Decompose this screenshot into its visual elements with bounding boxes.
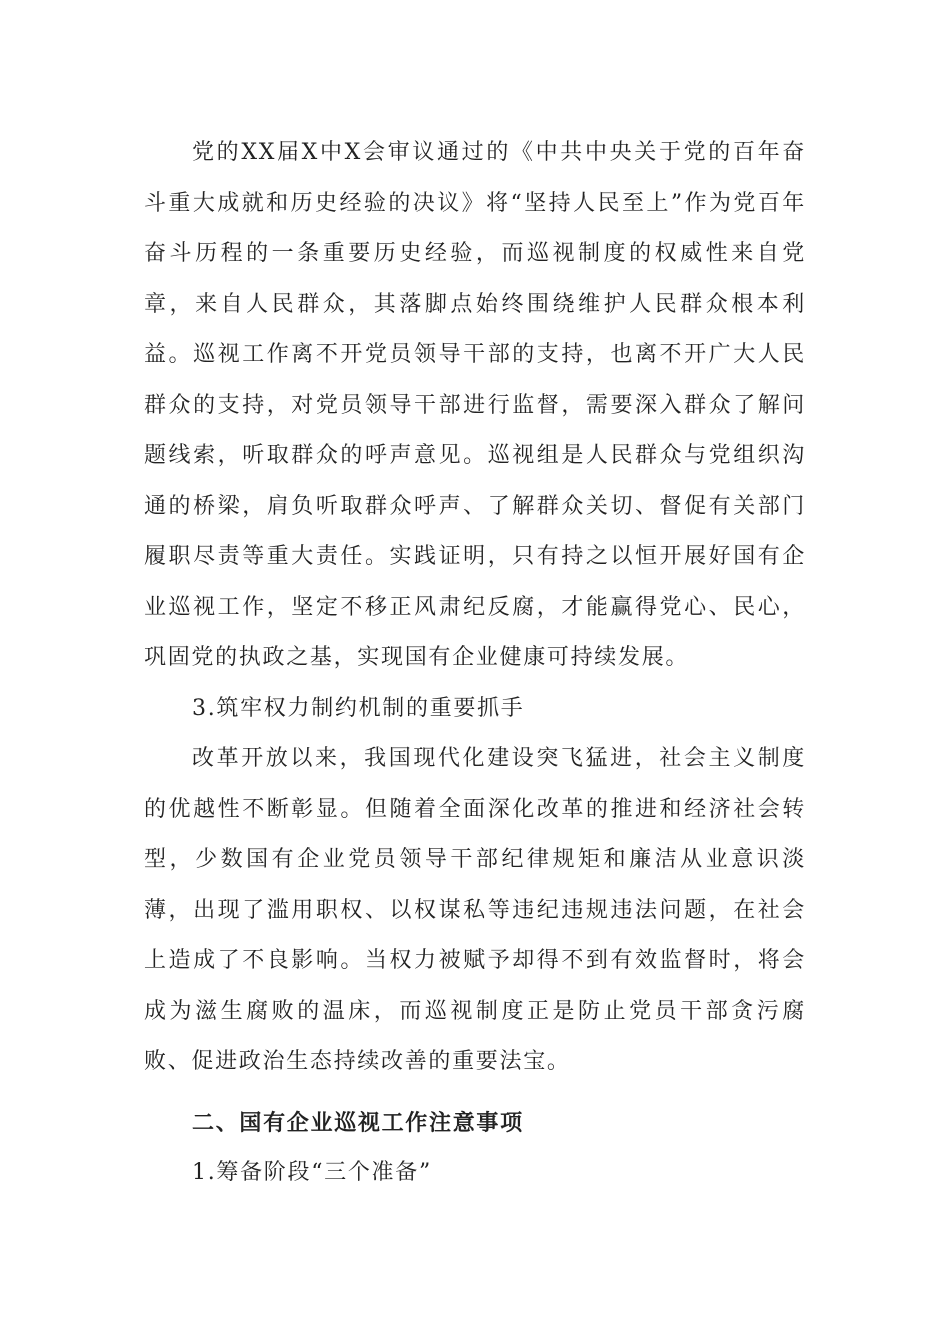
subheading-power-constraint: 3.筑牢权力制约机制的重要抓手 — [192, 695, 525, 721]
paragraph-reform-opening: 改革开放以来，我国现代化建设突飞猛进，社会主义制度的优越性不断彰显。但随着全面深化改革的推进和经济社会转型，少数国有企业党员领导干部纪律规矩和廉洁从业意识淡薄，出现了滥用职权、以权谋私等违纪违规违法问题，在社会上造成了不良影响。当权力被赋予却得不到有效监督时，将会成为滋生腐败的温床，而巡视制度正是防止党员干部贪污腐败、促进政治生态持续改善的重要法宝。 — [144, 746, 806, 1074]
paragraph-people-first: 党的XX届X中X会审议通过的《中共中央关于党的百年奋斗重大成就和历史经验的决议》将“坚持人民至上”作为党百年奋斗历程的一条重要历史经验，而巡视制度的权威性来自党章，来自人民群众，其落脚点始终围绕维护人民群众根本利益。巡视工作离不开党员领导干部的支持，也离不开广大人民群众的支持，对党员领导干部进行监督，需要深入群众了解问题线索，听取群众的呼声意见。巡视组是人民群众与党组织沟通的桥梁，肩负听取群众呼声、了解群众关切、督促有关部门履职尽责等重大责任。实践证明，只有持之以恒开展好国有企业巡视工作，坚定不移正风肃纪反腐，才能赢得党心、民心，巩固党的执政之基，实现国有企业健康可持续发展。 — [144, 140, 806, 670]
section-heading-precautions: 二、国有企业巡视工作注意事项 — [192, 1109, 524, 1136]
document-body — [144, 128, 806, 1199]
subheading-preparation-stage: 1.筹备阶段“三个准备” — [192, 1160, 432, 1185]
